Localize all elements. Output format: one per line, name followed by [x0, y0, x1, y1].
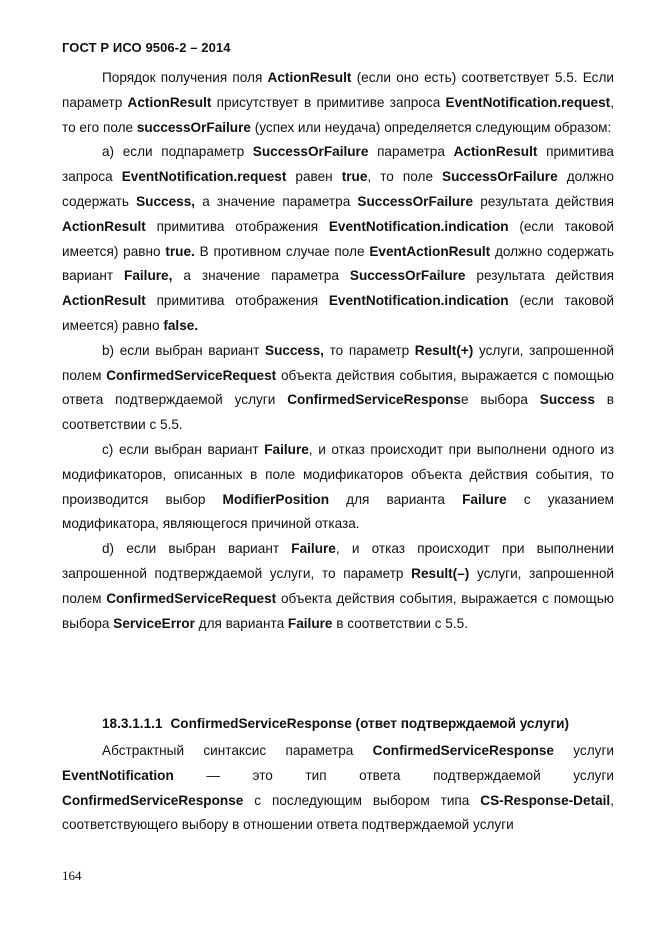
term: CS-Response-Detail [480, 792, 611, 808]
text: услуги, запрошенной полем [62, 565, 614, 606]
text: равен [286, 169, 342, 185]
text: услуги [553, 743, 615, 758]
page-number: 164 [62, 868, 82, 883]
paragraph-item-d [62, 537, 614, 636]
text: должно содержать вариант [62, 243, 614, 284]
text: а значение параметра [195, 193, 358, 209]
text: примитива отображения [145, 293, 329, 309]
body-text [62, 66, 614, 636]
term: ActionResult [453, 144, 538, 160]
text: , и отказ происходит при выполнении запрошенной подтверждаемой услуги, то параметр [62, 541, 614, 581]
text: , соответствующего выбору в отношении ответа подтверждаемой услуги [62, 792, 614, 833]
section-heading [62, 712, 614, 737]
text: результата действия [473, 193, 614, 209]
term: SuccessOrFailure [349, 268, 466, 284]
text: В противном случае поле [194, 243, 370, 259]
term: Result(+) [414, 342, 474, 358]
text: для варианта [194, 615, 288, 631]
text: Порядок получения поля [102, 70, 268, 85]
text: должно содержать [62, 169, 614, 209]
text: примитива запроса [62, 144, 614, 185]
text: для варианта [329, 491, 463, 507]
term: ActionResult [267, 70, 352, 85]
text: а) если подпараметр [102, 144, 253, 160]
text: присутствует в примитиве запроса [211, 94, 446, 110]
term: SuccessOrFailure [442, 169, 558, 185]
term: Success [539, 392, 595, 408]
term: Failure [291, 541, 336, 557]
text: объекта действия события, выражается с помощью выбора [62, 590, 614, 631]
text: то параметр [323, 342, 415, 358]
text: — это тип ответа подтверждаемой услуги [173, 767, 614, 783]
term: ConfirmedServiceResponse [62, 792, 244, 808]
term: Result(–) [411, 565, 470, 581]
text: Абстрактный синтаксис параметра [102, 743, 373, 758]
text: объекта действия события, выражается с помощью ответа подтверждаемой услуги [62, 367, 614, 408]
term: successOrFailure [136, 119, 251, 135]
text: с последующим выбором типа [243, 792, 481, 808]
text: параметра [368, 144, 454, 160]
section-number: 18.3.1.1.1 [102, 716, 163, 731]
text: в соответствии с 5.5. [332, 615, 468, 631]
term: ConfirmedServiceResponse [372, 743, 554, 758]
paragraph-item-a [62, 140, 614, 338]
term: Failure [287, 615, 333, 631]
body-text-section [62, 739, 614, 838]
section-title: ConfirmedServiceResponse (ответ подтверждаемой услуги) [170, 716, 570, 731]
text: услуги, запрошенной полем [62, 342, 615, 383]
text: результата действия [465, 268, 614, 284]
term: SuccessOrFailure [357, 193, 474, 209]
text: , то его поле [62, 94, 614, 135]
text: (если таковой имеется) равно [62, 293, 614, 333]
text: , то поле [367, 169, 443, 185]
text: примитива отображения [145, 218, 329, 234]
term: true [341, 169, 368, 185]
text: е выбора [461, 392, 540, 408]
text: (если таковой имеется) равно [62, 218, 614, 259]
term: ModifierPosition [222, 491, 330, 507]
term: ActionResult [127, 94, 212, 110]
text: а значение параметра [172, 268, 350, 284]
text: c) если выбран вариант [102, 441, 265, 457]
paragraph-syntax [62, 739, 614, 838]
term: Success, [136, 193, 196, 209]
paragraph-item-b [62, 339, 614, 438]
term: Failure, [124, 268, 173, 284]
term: EventNotification [62, 767, 174, 783]
term: EventNotification.request [121, 169, 287, 185]
text: (успех или неудача) определяется следующим образом: [250, 119, 612, 135]
text: в соответствии с 5.5. [62, 392, 615, 433]
document-header: ГОСТ Р ИСО 9506-2 – 2014 [62, 40, 231, 55]
term: ServiceError [113, 615, 195, 631]
term: ConfirmedServiceRespons [287, 392, 461, 408]
term: ConfirmedServiceRequest [106, 367, 277, 383]
term: Failure [462, 491, 507, 507]
text: с указанием модификатора, являющегося причиной отказа. [62, 491, 614, 532]
term: ActionResult [62, 293, 146, 309]
paragraph-item-c [62, 438, 614, 537]
term: SuccessOrFailure [252, 144, 369, 160]
term: EventNotification.indication [328, 218, 509, 234]
term: true. [165, 243, 195, 259]
term: ConfirmedServiceRequest [106, 590, 277, 606]
term: false. [163, 317, 199, 333]
text: b) если выбран вариант [102, 342, 265, 358]
term: Failure [264, 441, 309, 457]
paragraph-intro [62, 66, 614, 140]
term: Success, [265, 342, 324, 358]
term: EventNotification.indication [328, 293, 509, 309]
term: EventActionResult [369, 243, 491, 259]
text: d) если выбран вариант [102, 541, 292, 557]
text: (если оно есть) соответствует 5.5. Если параметр [62, 70, 614, 110]
term: ActionResult [62, 218, 146, 234]
term: EventNotification.request [445, 94, 611, 110]
text: , и отказ происходит при выполнени одного из модификаторов, описанных в поле модификаторов объекта действия события, то производится выбор [62, 441, 615, 507]
